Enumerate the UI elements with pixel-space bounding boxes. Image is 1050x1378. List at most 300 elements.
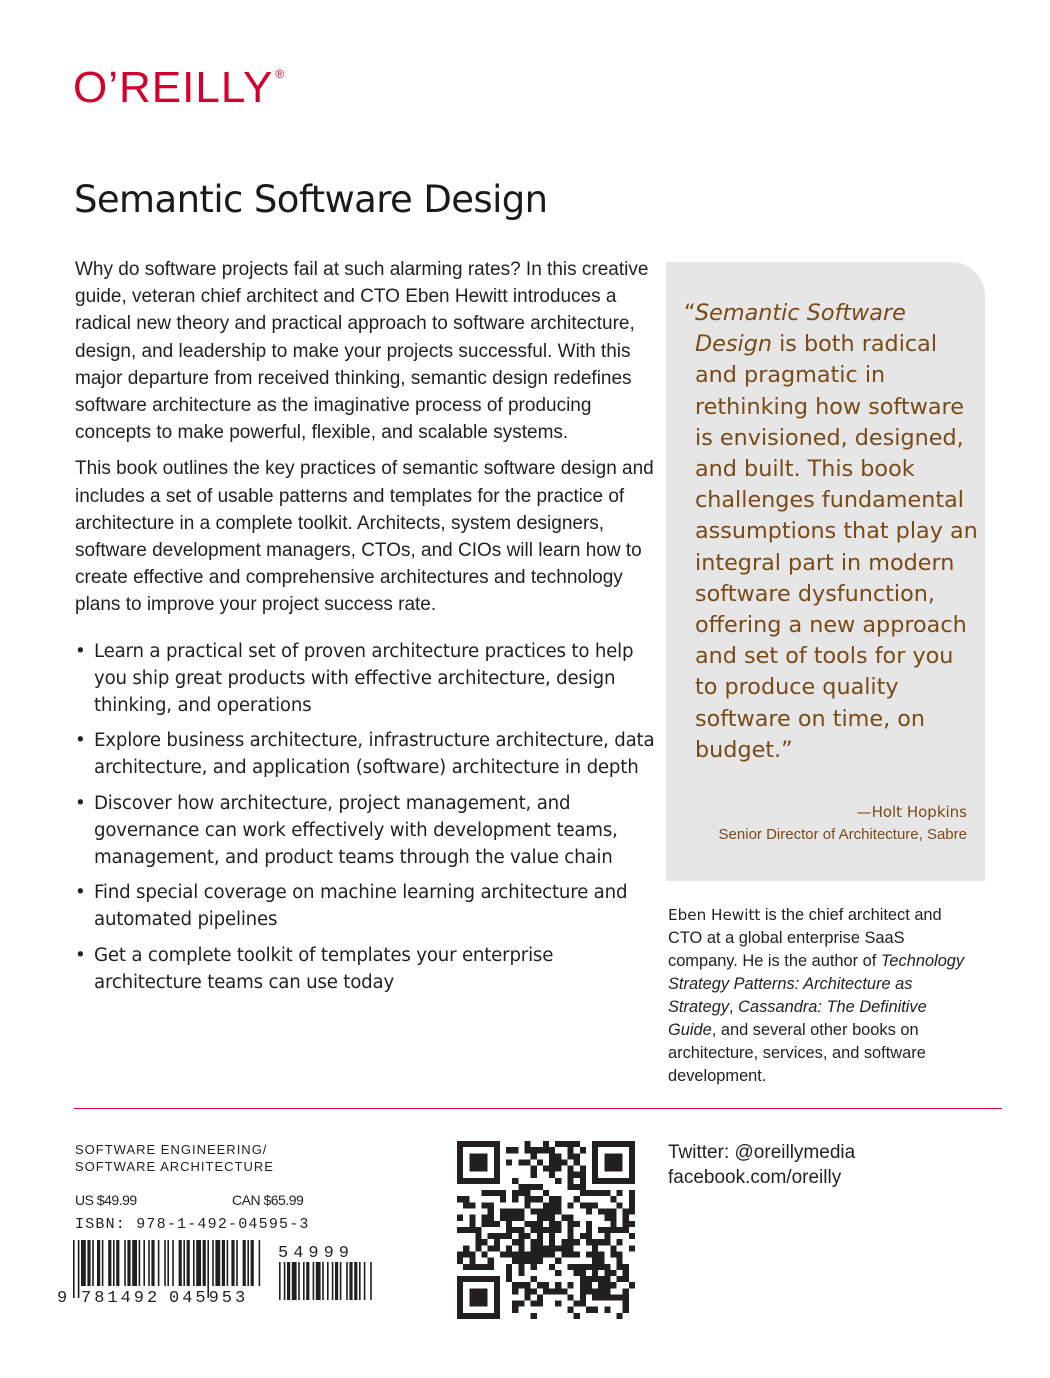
qr-module	[469, 1178, 475, 1184]
qr-module	[629, 1190, 635, 1196]
qr-module	[494, 1245, 500, 1251]
qr-module	[506, 1251, 512, 1257]
qr-module	[469, 1202, 475, 1208]
qr-module	[555, 1202, 561, 1208]
barcode-bar	[113, 1240, 115, 1286]
barcode-bar	[187, 1240, 190, 1286]
barcode-bar	[193, 1240, 195, 1286]
author-bio	[668, 904, 973, 1088]
qr-module	[592, 1239, 598, 1245]
author-name: Eben Hewitt	[668, 906, 761, 924]
qr-module	[457, 1141, 463, 1147]
qr-module	[580, 1166, 586, 1172]
qr-module	[617, 1264, 623, 1270]
qr-module	[629, 1166, 635, 1172]
qr-module	[567, 1215, 573, 1221]
qr-module	[531, 1196, 537, 1202]
qr-module	[488, 1141, 494, 1147]
qr-module	[555, 1196, 561, 1202]
qr-module	[567, 1141, 573, 1147]
qr-module	[506, 1276, 512, 1282]
qr-module	[623, 1209, 629, 1215]
qr-module	[500, 1215, 506, 1221]
qr-module	[482, 1202, 488, 1208]
barcode-digits: 781492	[81, 1289, 161, 1304]
qr-module	[531, 1313, 537, 1319]
qr-module	[598, 1190, 604, 1196]
barcode-bar	[92, 1240, 94, 1286]
qr-module	[482, 1313, 488, 1319]
qr-module	[457, 1153, 463, 1159]
qr-module	[494, 1276, 500, 1282]
barcode-bar	[231, 1240, 234, 1286]
qr-module	[506, 1209, 512, 1215]
qr-module	[506, 1245, 512, 1251]
qr-module	[482, 1190, 488, 1196]
price-us: US $49.99	[75, 1192, 137, 1208]
barcode-bar	[227, 1240, 229, 1286]
qr-module	[580, 1202, 586, 1208]
qr-module	[531, 1264, 537, 1270]
qr-module	[567, 1264, 573, 1270]
barcode-bar	[203, 1240, 206, 1286]
qr-module	[469, 1294, 475, 1300]
qr-module	[469, 1288, 475, 1294]
barcode-bar	[303, 1262, 305, 1300]
barcode-bar	[259, 1240, 261, 1286]
qr-module	[561, 1251, 567, 1257]
qr-module	[617, 1294, 623, 1300]
qr-module	[518, 1270, 524, 1276]
qr-module	[488, 1215, 494, 1221]
qr-module	[574, 1196, 580, 1202]
barcode-bar	[236, 1240, 238, 1286]
qr-module	[537, 1301, 543, 1307]
qr-module	[549, 1221, 555, 1227]
qr-module	[629, 1147, 635, 1153]
qr-module	[629, 1282, 635, 1288]
qr-module	[555, 1159, 561, 1165]
quote-body	[684, 298, 982, 766]
qr-module	[567, 1172, 573, 1178]
qr-module	[555, 1258, 561, 1264]
qr-module	[549, 1166, 555, 1172]
qr-module	[518, 1184, 524, 1190]
description-paragraph: Why do software projects fail at such alarming rates? In this creative guide, veteran chief architect and CTO Eben Hewitt introduces a radical new theory and practical approach to software architecture, design, and leadership to make your projects successful. With this major departure from received thinking, semantic design redefines software architecture as the imaginative process of producing concepts to make powerful, flexible, and scalable systems.	[75, 259, 649, 444]
qr-module	[525, 1294, 531, 1300]
qr-module	[506, 1147, 512, 1153]
qr-module	[574, 1172, 580, 1178]
qr-module	[494, 1294, 500, 1300]
qr-module	[549, 1233, 555, 1239]
qr-module	[531, 1209, 537, 1215]
qr-module	[457, 1172, 463, 1178]
qr-module	[598, 1209, 604, 1215]
qr-module	[475, 1301, 481, 1307]
qr-module	[457, 1276, 463, 1282]
bio-text: , and several other books on architecture, services, and software development.	[668, 1021, 926, 1085]
qr-module	[586, 1251, 592, 1257]
barcode-digits: 045953	[169, 1289, 249, 1304]
divider-line	[74, 1108, 1002, 1109]
qr-module	[512, 1209, 518, 1215]
qr-module	[494, 1313, 500, 1319]
qr-module	[518, 1233, 524, 1239]
qr-module	[469, 1159, 475, 1165]
qr-module	[586, 1239, 592, 1245]
qr-module	[475, 1153, 481, 1159]
qr-module	[549, 1196, 555, 1202]
qr-module	[525, 1251, 531, 1257]
qr-module	[592, 1172, 598, 1178]
qr-module	[629, 1196, 635, 1202]
barcode-bar	[196, 1240, 201, 1286]
qr-module	[574, 1221, 580, 1227]
qr-module	[457, 1178, 463, 1184]
qr-module	[537, 1282, 543, 1288]
qr-module	[500, 1251, 506, 1257]
feature-list-item: • Explore business architecture, infrastructure architecture, data architecture, and application (software) architecture in depth	[75, 727, 655, 781]
qr-module	[555, 1227, 561, 1233]
feature-list	[75, 638, 655, 996]
isbn-barcode	[57, 1240, 377, 1304]
barcode-bar	[151, 1240, 154, 1286]
barcode-bar	[81, 1240, 86, 1286]
qr-module	[494, 1147, 500, 1153]
barcode-bar	[349, 1262, 352, 1300]
qr-module	[494, 1178, 500, 1184]
qr-module	[475, 1178, 481, 1184]
qr-module	[488, 1221, 494, 1227]
qr-module	[506, 1264, 512, 1270]
qr-module	[604, 1141, 610, 1147]
qr-module	[463, 1245, 469, 1251]
qr-module	[469, 1141, 475, 1147]
qr-module	[463, 1276, 469, 1282]
qr-module	[531, 1245, 537, 1251]
qr-module	[537, 1209, 543, 1215]
qr-module	[592, 1251, 598, 1257]
qr-module	[469, 1276, 475, 1282]
barcode-bar	[313, 1262, 315, 1300]
qr-module	[617, 1159, 623, 1165]
qr-module	[475, 1239, 481, 1245]
qr-module	[457, 1301, 463, 1307]
barcode-bar	[251, 1240, 254, 1286]
qr-module	[592, 1264, 598, 1270]
qr-module	[457, 1159, 463, 1165]
qr-module	[543, 1227, 549, 1233]
qr-module	[463, 1313, 469, 1319]
qr-module	[610, 1153, 616, 1159]
qr-module	[604, 1264, 610, 1270]
qr-module	[537, 1258, 543, 1264]
qr-module	[512, 1307, 518, 1313]
barcode-bar	[332, 1262, 334, 1300]
qr-module	[525, 1202, 531, 1208]
quote-author-role: Senior Director of Architecture, Sabre	[718, 826, 967, 843]
qr-module	[574, 1159, 580, 1165]
facebook-link: facebook.com/oreilly	[668, 1167, 842, 1188]
qr-module	[561, 1239, 567, 1245]
qr-module	[475, 1159, 481, 1165]
barcode-bar	[335, 1262, 338, 1300]
qr-module	[617, 1251, 623, 1257]
qr-module	[623, 1178, 629, 1184]
qr-module	[543, 1288, 549, 1294]
barcode-bar	[298, 1262, 300, 1300]
qr-module	[567, 1282, 573, 1288]
qr-module	[592, 1258, 598, 1264]
brand-name: O’REILLY	[73, 63, 274, 112]
qr-module	[586, 1202, 592, 1208]
qr-module	[537, 1215, 543, 1221]
qr-module	[469, 1258, 475, 1264]
qr-module	[518, 1215, 524, 1221]
qr-module	[604, 1239, 610, 1245]
qr-module	[604, 1276, 610, 1282]
qr-module	[555, 1221, 561, 1227]
barcode-bar	[306, 1262, 309, 1300]
barcode-bar	[346, 1262, 348, 1300]
qr-module	[629, 1209, 635, 1215]
qr-module	[549, 1153, 555, 1159]
qr-module	[512, 1288, 518, 1294]
qr-module	[531, 1288, 537, 1294]
qr-module	[543, 1209, 549, 1215]
qr-module	[525, 1159, 531, 1165]
qr-module	[543, 1251, 549, 1257]
qr-module	[610, 1159, 616, 1165]
barcode-bar	[164, 1240, 166, 1286]
qr-module	[475, 1288, 481, 1294]
qr-module	[506, 1227, 512, 1233]
qr-module	[457, 1166, 463, 1172]
qr-module	[617, 1276, 623, 1282]
qr-module	[610, 1294, 616, 1300]
qr-module	[629, 1172, 635, 1178]
qr-module	[592, 1166, 598, 1172]
qr-module	[610, 1270, 616, 1276]
qr-module	[457, 1294, 463, 1300]
qr-module	[525, 1221, 531, 1227]
qr-module	[469, 1227, 475, 1233]
qr-module	[567, 1153, 573, 1159]
barcode-bar	[247, 1240, 249, 1286]
qr-module	[604, 1215, 610, 1221]
qr-module	[580, 1264, 586, 1270]
qr-module	[475, 1245, 481, 1251]
barcode-bar	[78, 1240, 80, 1298]
qr-module	[494, 1190, 500, 1196]
barcode-bar	[359, 1262, 361, 1300]
category-label	[75, 1141, 274, 1175]
qr-module	[623, 1270, 629, 1276]
book-title: Semantic Software Design	[74, 178, 548, 221]
qr-module	[482, 1251, 488, 1257]
qr-module	[525, 1282, 531, 1288]
qr-module	[623, 1276, 629, 1282]
qr-module	[500, 1196, 506, 1202]
qr-module	[518, 1264, 524, 1270]
qr-module	[500, 1190, 506, 1196]
qr-module	[506, 1221, 512, 1227]
qr-module	[574, 1184, 580, 1190]
qr-module	[555, 1282, 561, 1288]
barcode-bar	[243, 1240, 246, 1286]
qr-module	[549, 1202, 555, 1208]
qr-module	[555, 1153, 561, 1159]
barcode-bar	[370, 1262, 372, 1300]
qr-module	[463, 1264, 469, 1270]
qr-module	[482, 1264, 488, 1270]
barcode-bar	[143, 1240, 145, 1286]
qr-module	[567, 1166, 573, 1172]
barcode-bar	[340, 1262, 342, 1300]
qr-module	[457, 1258, 463, 1264]
qr-module	[592, 1294, 598, 1300]
qr-module	[512, 1239, 518, 1245]
social-links	[668, 1140, 855, 1190]
barcode-bar	[167, 1240, 169, 1286]
qr-module	[469, 1251, 475, 1257]
barcode-bar	[73, 1240, 75, 1298]
qr-module	[518, 1258, 524, 1264]
qr-module	[598, 1251, 604, 1257]
quote-open-mark: “	[684, 300, 696, 326]
qr-module	[549, 1147, 555, 1153]
qr-module	[475, 1141, 481, 1147]
qr-module	[617, 1239, 623, 1245]
registered-mark: ®	[275, 67, 286, 81]
barcode-bar	[327, 1262, 329, 1300]
qr-module	[475, 1294, 481, 1300]
qr-module	[482, 1178, 488, 1184]
quote-author: —Holt Hopkins	[856, 803, 967, 821]
bio-book-title: Cassandra: The Definitive Guide	[668, 998, 927, 1039]
qr-module	[518, 1301, 524, 1307]
barcode-bar	[354, 1262, 357, 1300]
qr-module	[543, 1215, 549, 1221]
qr-module	[475, 1276, 481, 1282]
qr-module	[592, 1245, 598, 1251]
qr-module	[586, 1190, 592, 1196]
qr-module	[537, 1196, 543, 1202]
qr-module	[494, 1301, 500, 1307]
qr-module	[623, 1288, 629, 1294]
qr-module	[549, 1215, 555, 1221]
qr-module	[555, 1245, 561, 1251]
qr-module	[482, 1215, 488, 1221]
barcode-bar	[183, 1240, 185, 1286]
feature-list-item: • Discover how architecture, project management, and governance can work effectively with development teams, management, and product teams through the value chain	[75, 790, 655, 872]
qr-module	[604, 1288, 610, 1294]
qr-module	[482, 1221, 488, 1227]
qr-module	[623, 1301, 629, 1307]
qr-module	[586, 1276, 592, 1282]
qr-module	[617, 1153, 623, 1159]
qr-module	[482, 1294, 488, 1300]
qr-module	[512, 1282, 518, 1288]
qr-module	[598, 1282, 604, 1288]
qr-module	[531, 1227, 537, 1233]
endorsement-quote	[684, 298, 982, 766]
qr-module	[494, 1159, 500, 1165]
qr-module	[549, 1172, 555, 1178]
qr-module	[500, 1209, 506, 1215]
qr-module	[518, 1190, 524, 1196]
qr-module	[537, 1147, 543, 1153]
qr-module	[457, 1215, 463, 1221]
qr-module	[469, 1264, 475, 1270]
qr-module	[482, 1239, 488, 1245]
qr-module	[561, 1215, 567, 1221]
qr-module	[574, 1301, 580, 1307]
qr-module	[629, 1159, 635, 1165]
qr-module	[463, 1196, 469, 1202]
qr-module	[457, 1313, 463, 1319]
qr-module	[604, 1166, 610, 1172]
qr-module	[555, 1288, 561, 1294]
qr-module	[482, 1153, 488, 1159]
qr-module	[494, 1307, 500, 1313]
qr-module	[617, 1166, 623, 1172]
qr-module	[512, 1301, 518, 1307]
qr-module	[494, 1141, 500, 1147]
qr-module	[617, 1202, 623, 1208]
qr-module	[604, 1178, 610, 1184]
qr-module	[561, 1159, 567, 1165]
qr-module	[592, 1178, 598, 1184]
qr-module	[574, 1264, 580, 1270]
quote-emphasis: Semantic Software Design	[695, 300, 906, 358]
qr-module	[475, 1166, 481, 1172]
bio-text: is the chief architect and CTO at a global enterprise SaaS company. He is the author of	[668, 906, 942, 970]
qr-module	[488, 1233, 494, 1239]
bio-separator: ,	[729, 998, 739, 1016]
qr-module	[543, 1202, 549, 1208]
qr-module	[537, 1227, 543, 1233]
qr-module	[567, 1294, 573, 1300]
qr-module	[580, 1178, 586, 1184]
qr-module	[567, 1202, 573, 1208]
qr-module	[469, 1153, 475, 1159]
qr-module	[537, 1245, 543, 1251]
qr-module	[537, 1294, 543, 1300]
qr-module	[598, 1227, 604, 1233]
qr-module	[543, 1141, 549, 1147]
qr-module	[598, 1178, 604, 1184]
qr-module	[586, 1282, 592, 1288]
qr-module	[604, 1227, 610, 1233]
qr-module	[604, 1233, 610, 1239]
bio-book-title: Technology Strategy Patterns: Architecture as Strategy	[668, 952, 965, 1016]
qr-module	[580, 1270, 586, 1276]
qr-module	[525, 1184, 531, 1190]
qr-module	[543, 1147, 549, 1153]
qr-module	[604, 1282, 610, 1288]
qr-module	[463, 1178, 469, 1184]
qr-module	[531, 1276, 537, 1282]
qr-module	[518, 1209, 524, 1215]
barcode-bar	[212, 1240, 214, 1286]
qr-module	[463, 1227, 469, 1233]
qr-module	[475, 1264, 481, 1270]
qr-module	[623, 1221, 629, 1227]
qr-module	[488, 1264, 494, 1270]
qr-module	[586, 1227, 592, 1233]
barcode-bar	[292, 1262, 297, 1300]
